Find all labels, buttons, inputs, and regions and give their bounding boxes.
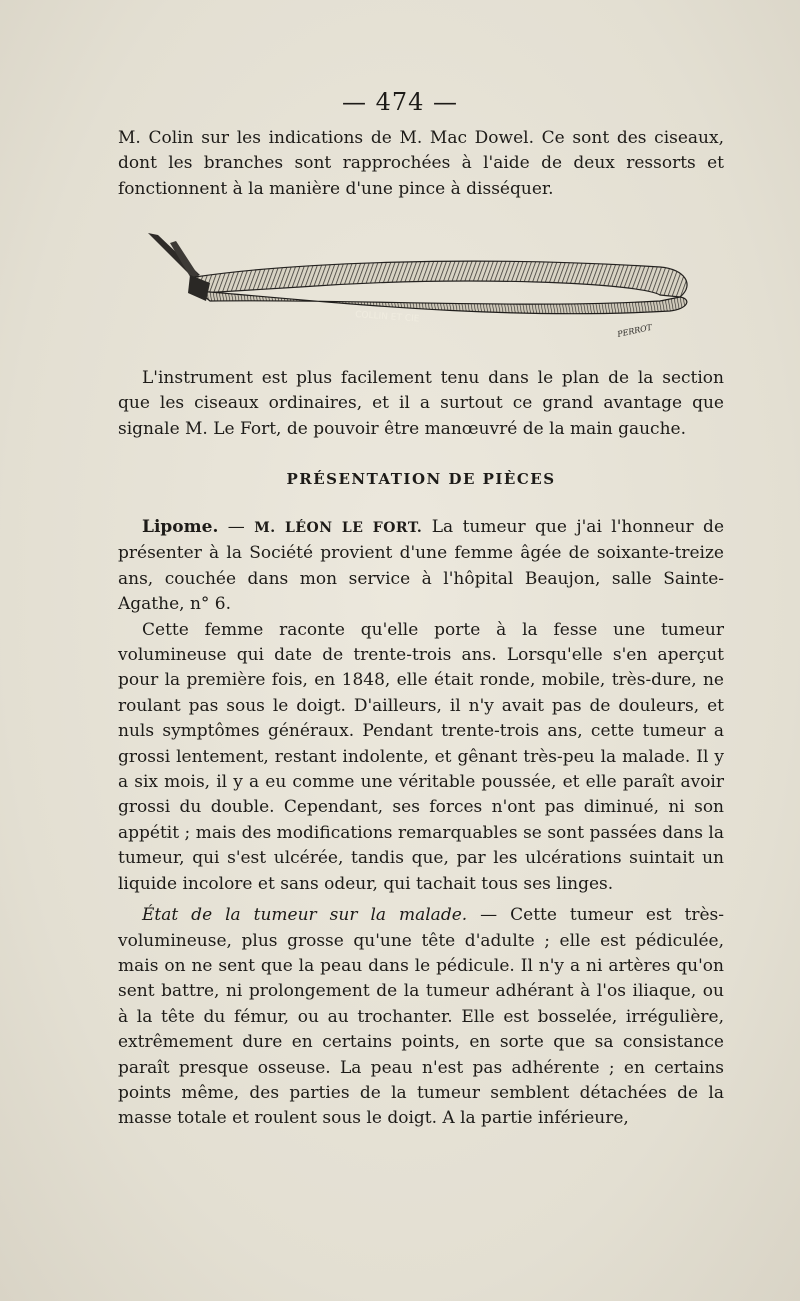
figure-signature: PERROT [616,322,653,339]
section-heading: PRÉSENTATION DE PIÈCES [286,470,556,488]
lipome-dash: — [218,517,255,537]
intro-paragraph-text: M. Colin sur les indications de M. Mac Dowel. Ce sont des ciseaux, dont les branches sont rapprochées à l'aide de deux ressorts et fonctionnent à la manière d'une pince à disséquer. [118,128,724,199]
paragraph-2-text: L'instrument est plus facilement tenu dans le plan de la section que les ciseaux ordinaires, et il a surtout ce grand avantage que signale M. Le Fort, de pouvoir être manœuvré de la main gauche. [118,368,724,439]
scissors-illustration [140,225,700,350]
etat-paragraph [118,903,724,1132]
upper-arm [195,261,687,297]
etat-dash: — [467,905,511,926]
lipome-author: M. LÉON LE FORT. [254,520,423,536]
paragraph-4: Cette femme raconte qu'elle porte à la fesse une tumeur volumineuse qui date de trente-trois ans. Lorsqu'elle s'en aperçut pour la première fois, en 1848, elle était ronde, mobile, très-dure, ne roulant pas sous le doigt. D'ailleurs, il n'y avait pas de douleurs, et nuls symptômes généraux. Pendant trente-trois ans, cette tumeur a grossi lentement, restant indolente, et gênant très-peu la malade. Il y a six mois, il y a eu comme une véritable poussée, et elle paraît avoir grossi du double. Cependant, ses forces n'ont pas diminué, ni son appétit ; mais des modifications remarquables se sont passées dans la tumeur, qui s'est ulcérée, tandis que, par les ulcérations suintait un liquide incolore et sans odeur, qui tachait tous ses linges. [118,619,724,894]
paragraph-2 [118,366,724,442]
page-number: — 474 — [341,88,459,116]
body-text [118,515,724,1132]
lipome-paragraph [118,515,724,618]
intro-paragraph [118,126,724,202]
etat-text: Cette tumeur est très-volumineuse, plus grosse qu'une tête d'adulte ; elle est pédiculée, mais on ne sent que la peau dans le pédicule. Il n'y a ni artères qu'on sent battre, ni prolongement de la tumeur adhérant à l'os iliaque, ou à la tête du fémur, ou au trochanter. Elle est bosselée, irrégulière, extrêmement dure en certains points, en sorte que sa consistance paraît presque osseuse. La peau n'est pas adhérente ; en certains points même, des parties de la tumeur semblent détachées de la masse totale et roulent sous le doigt. A la partie inférieure, [118,905,724,1129]
lipome-text: La tumeur que j'ai l'honneur de présenter à la Société provient d'une femme âgée de soixante-treize ans, couchée dans mon service à l'hôpital Beaujon, salle Sainte-Agathe, n° 6. [118,517,725,615]
figure-engraving: COLLIN ET CIE [354,310,420,325]
lower-arm [198,291,687,314]
lipome-title: Lipome. [142,517,219,537]
etat-title: État de la tumeur sur la malade. [142,905,468,926]
